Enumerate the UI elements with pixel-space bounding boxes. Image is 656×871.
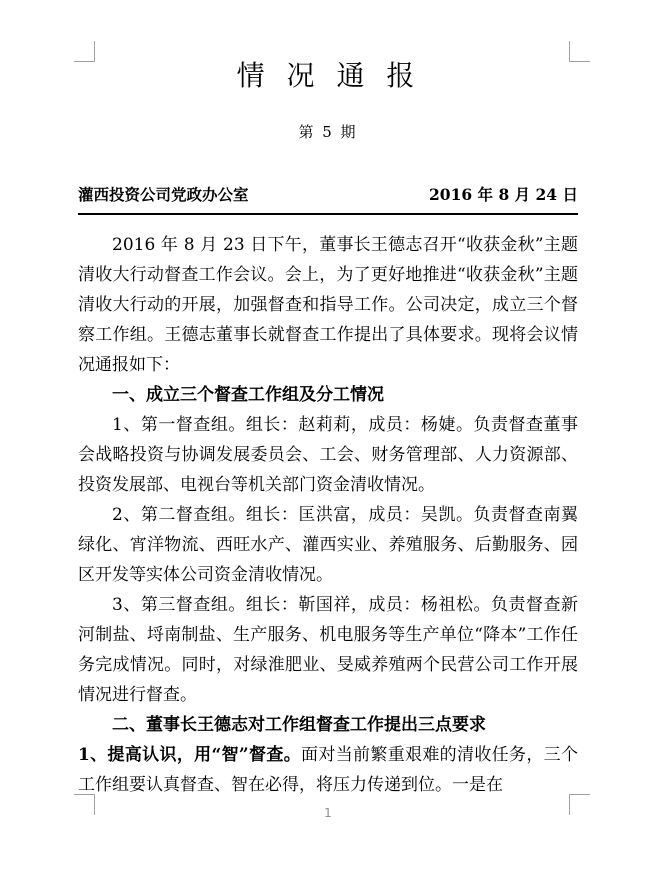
requirement1-lead: 1、提高认识，用“智”督查。	[78, 745, 302, 765]
issue-number: 第 5 期	[298, 123, 358, 141]
paragraph-requirement1	[78, 740, 578, 800]
paragraph-group3: 3、第三督查组。组长：靳国祥，成员：杨祖松。负责督查新河制盐、埒南制盐、生产服务、机电服务等生产单位“降本”工作任务完成情况。同时，对绿淮肥业、旻威养殖两个民营公司工作开展情况进行督查。	[78, 595, 578, 705]
document-body	[78, 230, 578, 800]
requirement1-text: 面对当前繁重艰难的清收任务，三个工作组要认真督查、智在必得，将压力传递到位。一是在	[78, 745, 579, 795]
paragraph-group1: 1、第一督查组。组长：赵莉莉，成员：杨婕。负责督查董事会战略投资与协调发展委员会、工会、财务管理部、人力资源部、投资发展部、电视台等机关部门资金清收情况。	[78, 415, 578, 495]
page-number: 1	[324, 806, 332, 820]
masthead-org: 灌西投资公司党政办公室	[78, 185, 249, 204]
document-title: 情 况 通 报	[236, 59, 420, 92]
paragraph-intro: 2016 年 8 月 23 日下午，董事长王德志召开“收获金秋”主题清收大行动督查工作会议。会上，为了更好地推进“收获金秋”主题清收大行动的开展，加强督查和指导工作。公司决定，成立三个督察工作组。王德志董事长就督查工作提出了具体要求。现将会议情况通报如下：	[78, 235, 578, 375]
masthead	[78, 183, 578, 215]
masthead-date: 2016 年 8 月 24 日	[429, 185, 578, 204]
section-heading-one: 一、成立三个督查工作组及分工情况	[112, 385, 384, 405]
paragraph-group2: 2、第二督查组。组长：匡洪富，成员：吴凯。负责督查南翼绿化、宵洋物流、西旺水产、灌西实业、养殖服务、后勤服务、园区开发等实体公司资金清收情况。	[78, 505, 578, 585]
section-heading-two: 二、董事长王德志对工作组督查工作提出三点要求	[112, 715, 486, 735]
